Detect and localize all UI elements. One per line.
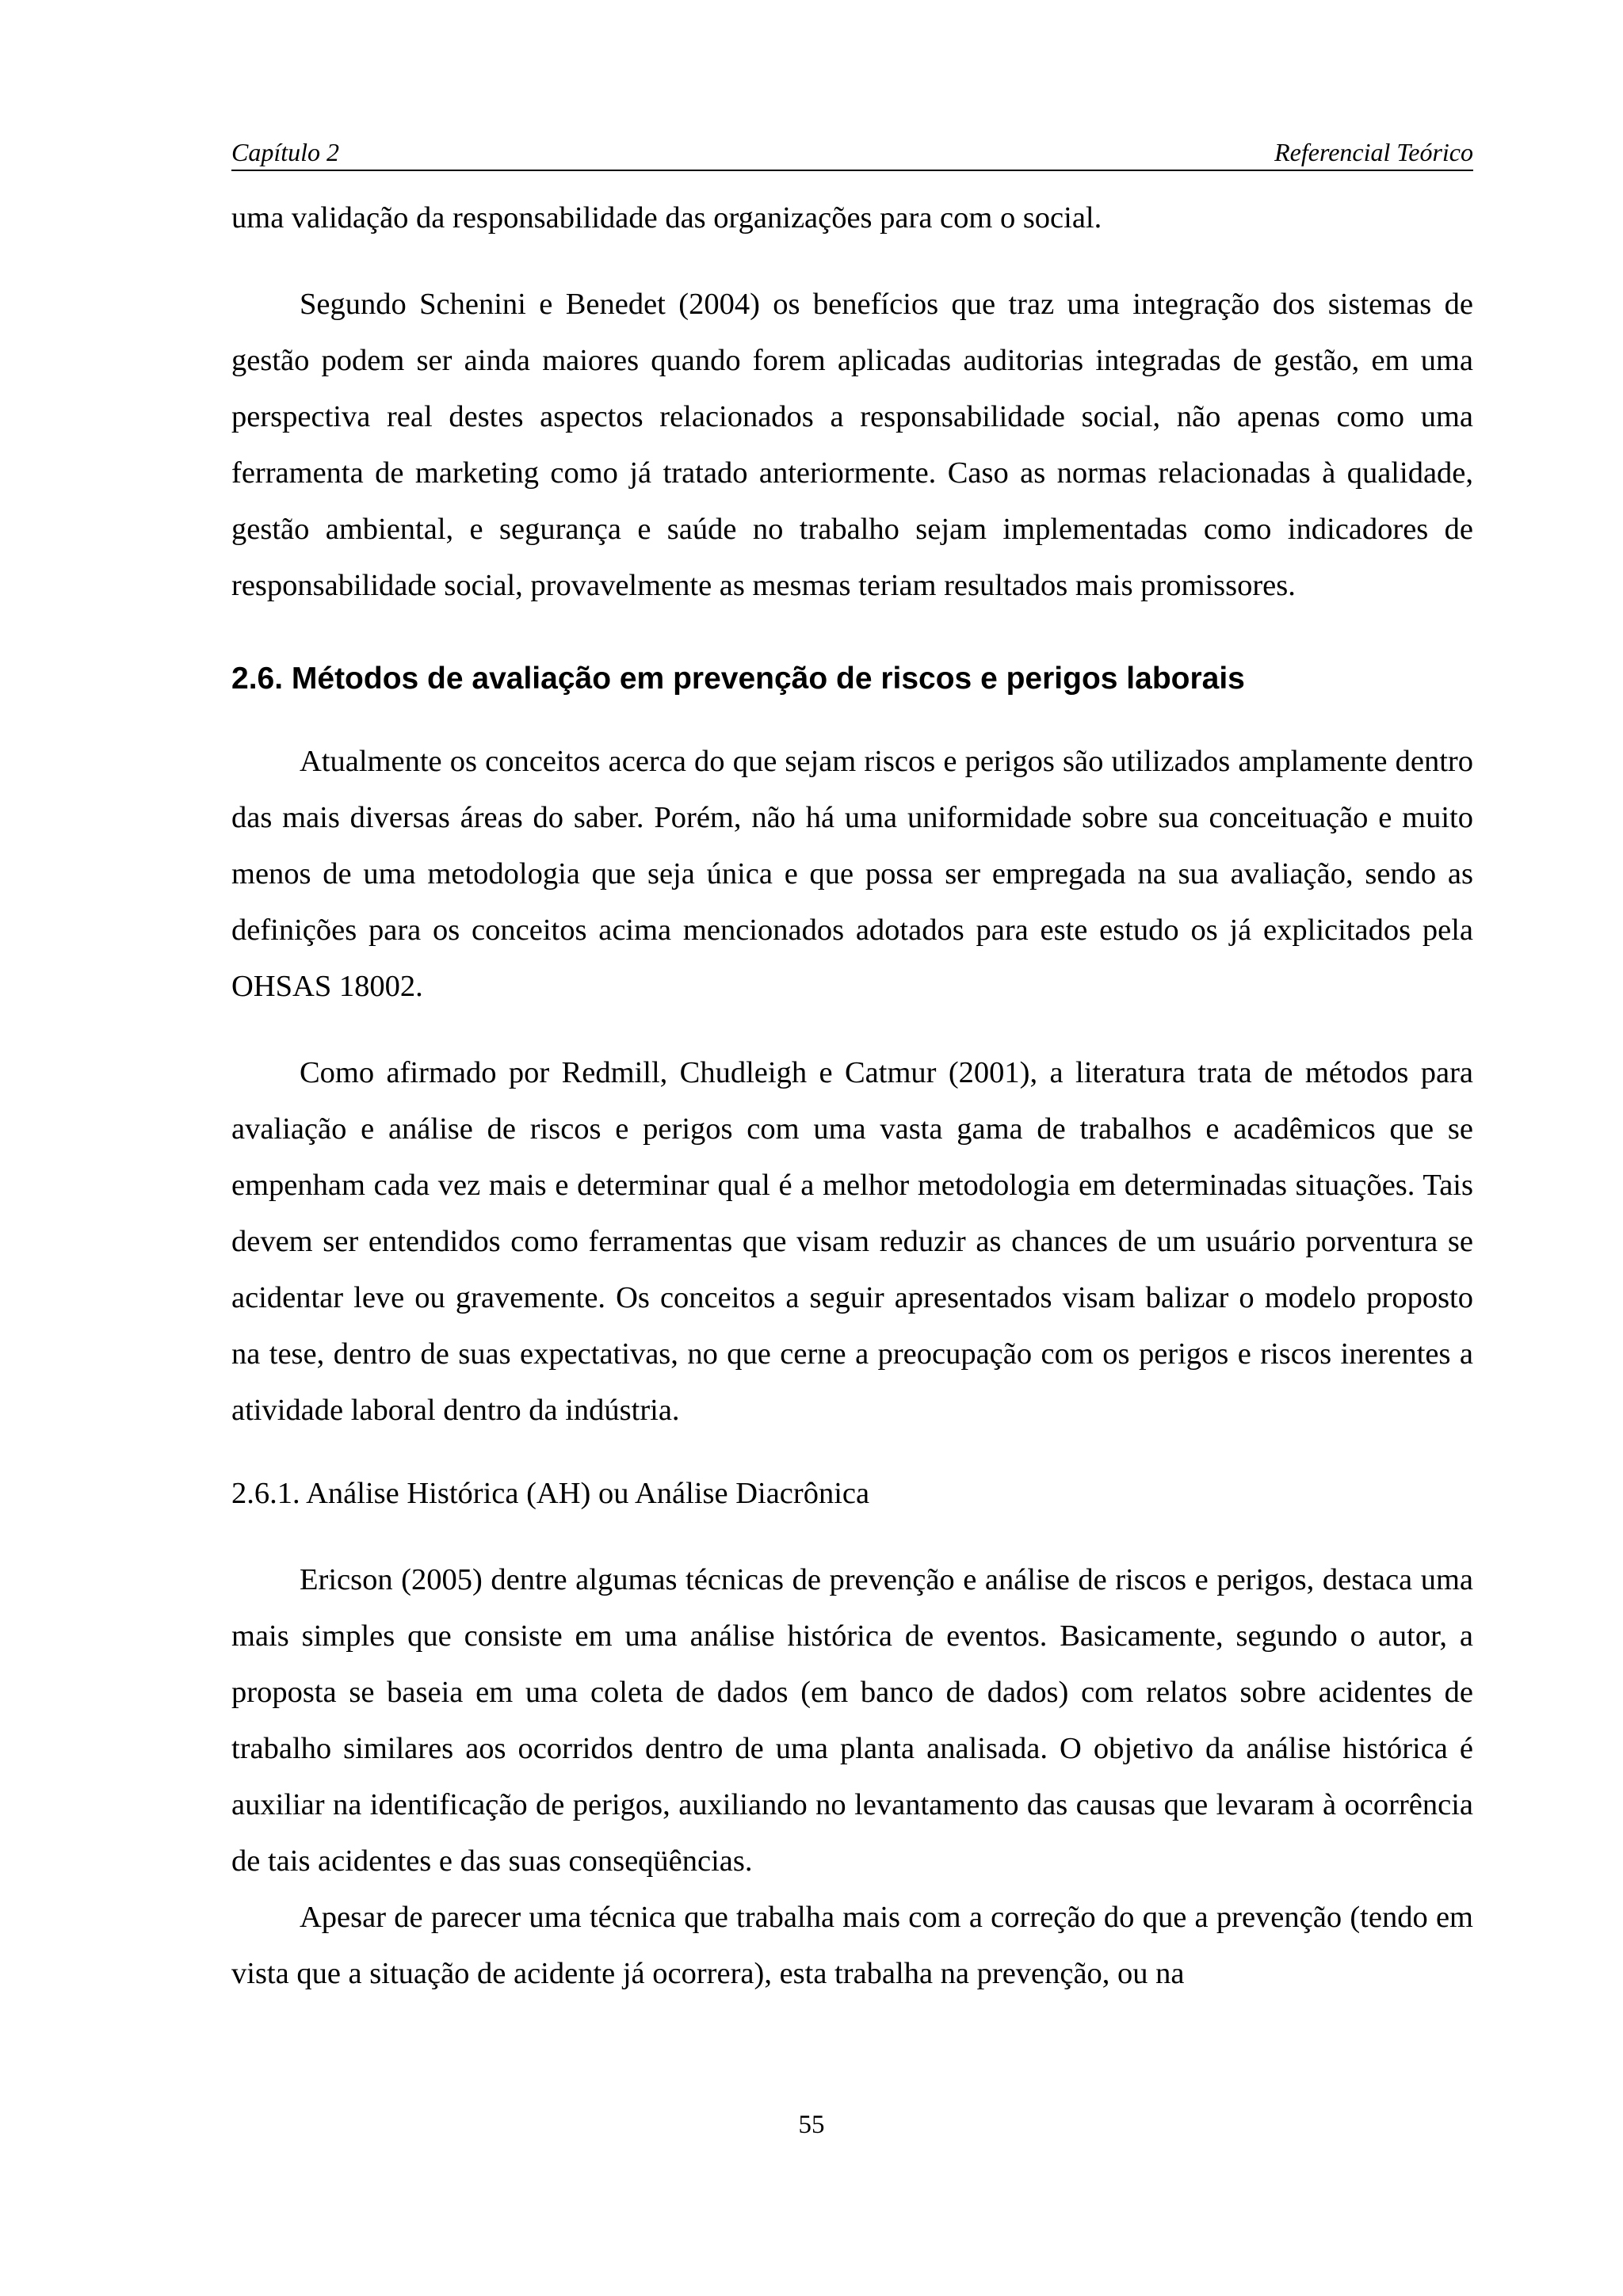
paragraph-atualmente: Atualmente os conceitos acerca do que sejam riscos e perigos são utilizados amplamente dentro das mais diversas áreas do saber. Porém, não há uma uniformidade sobre sua conceituação e muito menos de uma metodologia que seja única e que possa ser empregada na sua avaliação, sendo as definições para os conceitos acima mencionados adotados para este estudo os já explicitados pela OHSAS 18002. [231,745,1473,1003]
page-number: 55 [798,2111,825,2139]
paragraph-schenini: Segundo Schenini e Benedet (2004) os benefícios que traz uma integração dos sistemas de gestão podem ser ainda maiores quando forem aplicadas auditorias integradas de gestão, em uma perspectiva real destes aspectos relacionados a responsabilidade social, não apenas como uma ferramenta de marketing como já tratado anteriormente. Caso as normas relacionadas à qualidade, gestão ambiental, e segurança e saúde no trabalho sejam implementadas como indicadores de responsabilidade social, provavelmente as mesmas teriam resultados mais promissores. [231,288,1473,602]
section-heading-2-6: 2.6. Métodos de avaliação em prevenção de riscos e perigos laborais [231,662,1245,696]
paragraph-ericson: Ericson (2005) dentre algumas técnicas de prevenção e análise de riscos e perigos, destaca uma mais simples que consiste em uma análise histórica de eventos. Basicamente, segundo o autor, a proposta se baseia em uma coleta de dados (em banco de dados) com relatos sobre acidentes de trabalho similares aos ocorridos dentro de uma planta analisada. O objetivo da análise histórica é auxiliar na identificação de perigos, auxiliando no levantamento das causas que levaram à ocorrência de tais acidentes e das suas conseqüências. [231,1563,1473,1878]
section-label: Referencial Teórico [1274,138,1473,166]
paragraph-apesar: Apesar de parecer uma técnica que trabalha mais com a correção do que a prevenção (tendo em vista que a situação de acidente já ocorrera), esta trabalha na prevenção, ou na [231,1901,1473,1990]
chapter-label: Capítulo 2 [231,138,340,166]
paragraph-redmill: Como afirmado por Redmill, Chudleigh e Catmur (2001), a literatura trata de métodos para avaliação e análise de riscos e perigos com uma vasta gama de trabalhos e acadêmicos que se empenham cada vez mais e determinar qual é a melhor metodologia em determinadas situações. Tais devem ser entendidos como ferramentas que visam reduzir as chances de um usuário porventura se acidentar leve ou gravemente. Os conceitos a seguir apresentados visam balizar o modelo proposto na tese, dentro de suas expectativas, no que cerne a preocupação com os perigos e riscos inerentes a atividade laboral dentro da indústria. [231,1056,1473,1427]
body-text [231,190,1473,2002]
subsection-heading-2-6-1: 2.6.1. Análise Histórica (AH) ou Análise Diacrônica [231,1477,870,1510]
paragraph-continued: uma validação da responsabilidade das organizações para com o social. [231,201,1102,235]
running-header [231,135,1473,171]
